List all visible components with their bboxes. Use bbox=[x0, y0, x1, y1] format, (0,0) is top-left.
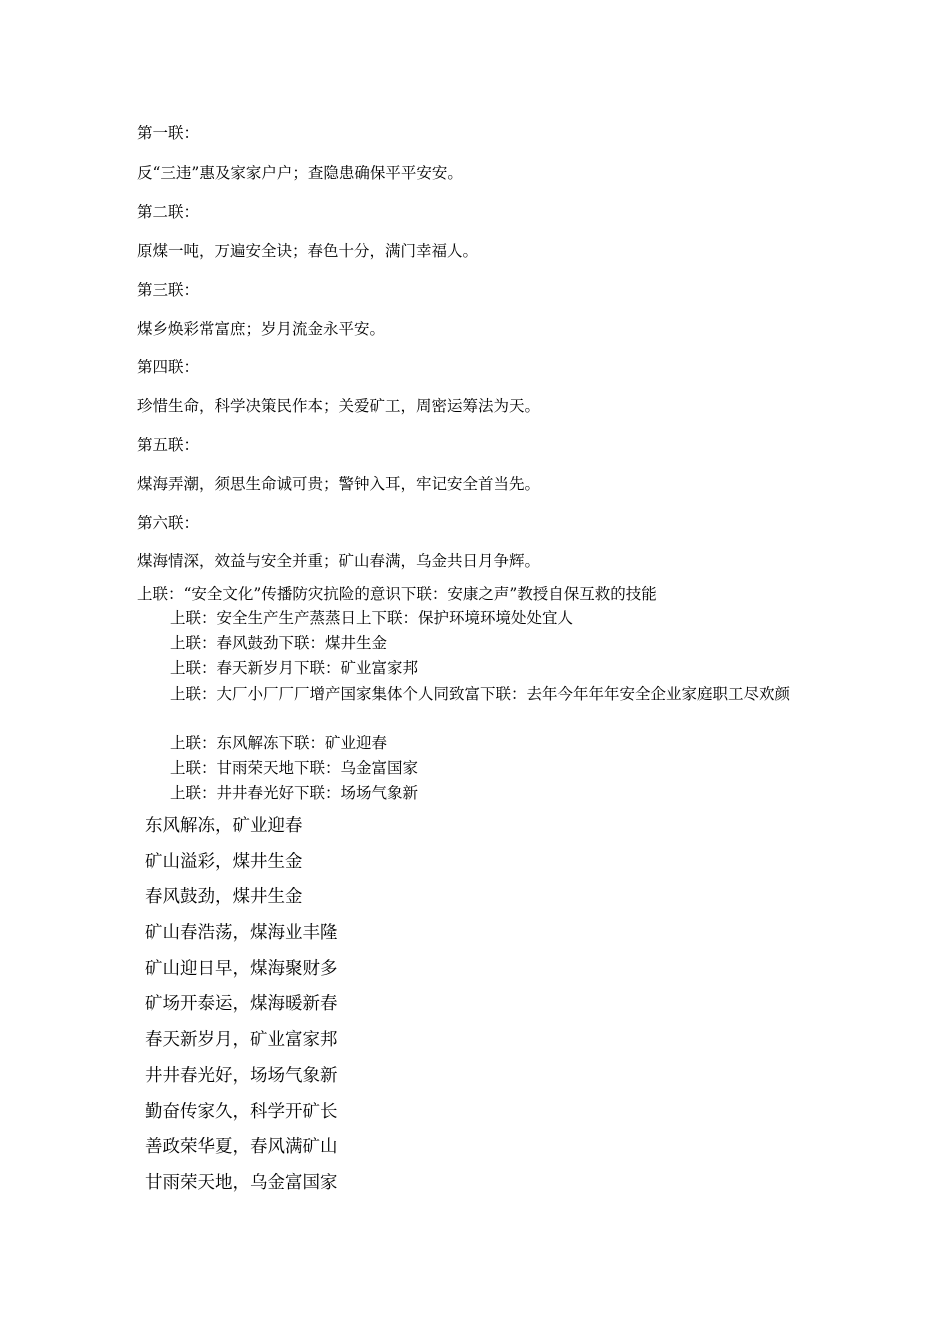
couplet-label: 第三联： bbox=[137, 281, 200, 299]
couplet-text: 煤乡焕彩常富庶；岁月流金永平安。 bbox=[137, 320, 386, 338]
short-couplet: 勤奋传家久，科学开矿长 bbox=[145, 1102, 338, 1122]
short-couplet: 矿场开泰运，煤海暖新春 bbox=[145, 994, 338, 1014]
couplet-pair-line: 上联：井井春光好下联：场场气象新 bbox=[170, 784, 419, 802]
short-couplet: 善政荣华夏，春风满矿山 bbox=[145, 1137, 338, 1157]
couplet-text: 煤海情深，效益与安全并重；矿山春满，乌金共日月争辉。 bbox=[137, 552, 541, 570]
couplet-label: 第五联： bbox=[137, 436, 200, 454]
short-couplet: 东风解冻，矿业迎春 bbox=[145, 816, 303, 836]
couplet-pair-line: 上联：安全生产生产蒸蒸日上下联：保护环境环境处处宜人 bbox=[170, 609, 574, 627]
couplet-pair-line-wrapped: 上联：大厂小厂厂厂增产国家集体个人同致富下联：去年今年年年安全企业家庭职工尽欢颜 bbox=[170, 685, 791, 703]
couplet-label: 第二联： bbox=[137, 203, 200, 221]
couplet-text: 珍惜生命，科学决策民作本；关爱矿工，周密运筹法为天。 bbox=[137, 397, 541, 415]
couplet-text: 煤海弄潮，须思生命诚可贵；警钟入耳，牢记安全首当先。 bbox=[137, 475, 541, 493]
couplet-pair-line: 上联：春风鼓劲下联：煤井生金 bbox=[170, 634, 388, 652]
short-couplet: 甘雨荣天地，乌金富国家 bbox=[145, 1173, 338, 1193]
couplet-label: 第四联： bbox=[137, 358, 200, 376]
couplet-text: 反“三违”惠及家家户户；查隐患确保平平安安。 bbox=[137, 164, 463, 182]
couplet-pair-line: 上联：春天新岁月下联：矿业富家邦 bbox=[170, 659, 419, 677]
couplet-pair-line: 上联：甘雨荣天地下联：乌金富国家 bbox=[170, 759, 419, 777]
short-couplet: 矿山迎日早，煤海聚财多 bbox=[145, 959, 338, 979]
couplet-label: 第一联： bbox=[137, 124, 200, 142]
short-couplet: 春风鼓劲，煤井生金 bbox=[145, 887, 303, 907]
short-couplet: 矿山溢彩，煤井生金 bbox=[145, 852, 303, 872]
couplet-text: 原煤一吨，万遍安全诀；春色十分，满门幸福人。 bbox=[137, 242, 479, 260]
couplet-pair-line: 上联：“安全文化”传播防灾抗险的意识下联：安康之声”教授自保互救的技能 bbox=[137, 585, 657, 603]
couplet-pair-line: 上联：东风解冻下联：矿业迎春 bbox=[170, 734, 388, 752]
short-couplet: 矿山春浩荡，煤海业丰隆 bbox=[145, 923, 338, 943]
short-couplet: 春天新岁月，矿业富家邦 bbox=[145, 1030, 338, 1050]
couplet-label: 第六联： bbox=[137, 514, 200, 532]
short-couplet: 井井春光好，场场气象新 bbox=[145, 1066, 338, 1086]
